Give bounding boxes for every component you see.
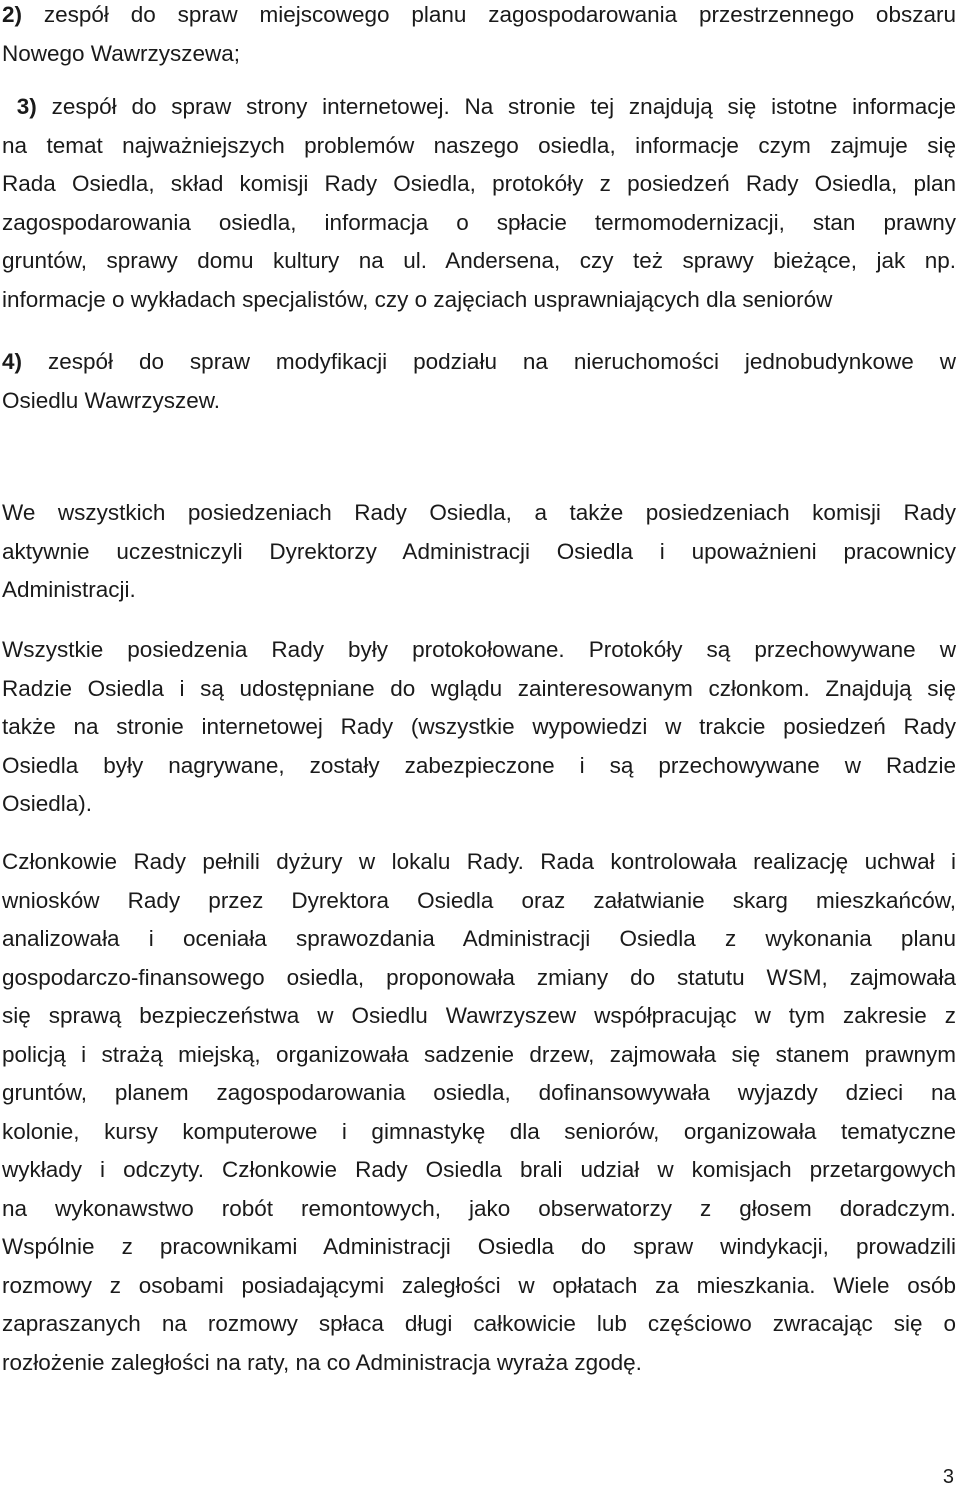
paragraph-line: na wykonawstwo robót remontowych, jako obserwatorzy z głosem doradczym. xyxy=(2,1195,956,1221)
list-item-3-line: na temat najważniejszych problemów naszego osiedla, informacje czym zajmuje się xyxy=(2,132,956,158)
list-item-3-line: gruntów, sprawy domu kultury na ul. Andersena, czy też sprawy bieżące, jak np. xyxy=(2,248,956,273)
list-item-3-line: zagospodarowania osiedla, informacja o spłacie termomodernizacji, stan prawny xyxy=(2,209,956,235)
paragraph-protocols xyxy=(2,631,956,824)
paragraph-meetings xyxy=(2,494,956,610)
list-item-4 xyxy=(2,343,956,420)
paragraph-line: We wszystkich posiedzeniach Rady Osiedla, a także posiedzeniach komisji Rady xyxy=(2,500,956,525)
paragraph-duties xyxy=(2,843,956,1382)
list-item-4-number: 4) xyxy=(2,349,23,374)
list-item-4-text: zespół do spraw modyfikacji podziału na nieruchomości jednobudynkowe w xyxy=(47,349,956,374)
page-number: 3 xyxy=(942,1466,954,1488)
list-item-3 xyxy=(2,88,956,319)
paragraph-line: Wspólnie z pracownikami Administracji Osiedla do spraw windykacji, prowadzili xyxy=(2,1234,956,1259)
list-item-3-number: 3) xyxy=(16,94,37,119)
paragraph-line: analizowała i oceniała sprawozdania Administracji Osiedla z wykonania planu xyxy=(2,926,956,951)
paragraph-line: gruntów, planem zagospodarowania osiedla, dofinansowywała wyjazdy dzieci na xyxy=(2,1080,956,1105)
paragraph-line: Osiedla były nagrywane, zostały zabezpieczone i są przechowywane w Radzie xyxy=(2,752,956,778)
paragraph-line: także na stronie internetowej Rady (wszystkie wypowiedzi w trakcie posiedzeń Rady xyxy=(2,714,956,739)
paragraph-line: się sprawą bezpieczeństwa w Osiedlu Wawrzyszew współpracując w tym zakresie z xyxy=(2,1003,956,1028)
list-item-2-text: zespół do spraw miejscowego planu zagospodarowania przestrzennego obszaru xyxy=(43,2,956,27)
paragraph-line: policją i strażą miejską, organizowała sadzenie drzew, zajmowała się stanem prawnym xyxy=(2,1041,956,1067)
list-item-3-line: informacje o wykładach specjalistów, czy o zajęciach usprawniających dla seniorów xyxy=(2,286,833,312)
list-item-2 xyxy=(2,0,956,73)
paragraph-line: rozmowy z osobami posiadającymi zaległości w opłatach za mieszkania. Wiele osób xyxy=(2,1272,956,1298)
paragraph-line: zapraszanych na rozmowy spłaca długi całkowicie lub częściowo zwracając się o xyxy=(2,1311,956,1336)
list-item-2-line: Nowego Wawrzyszewa; xyxy=(2,40,240,66)
paragraph-line: kolonie, kursy komputerowe i gimnastykę dla seniorów, organizowała tematyczne xyxy=(2,1118,956,1144)
list-item-3-text: zespół do spraw strony internetowej. Na stronie tej znajdują się istotne informacje xyxy=(51,94,956,119)
paragraph-line: Osiedla). xyxy=(2,791,93,816)
list-item-3-line xyxy=(2,88,956,127)
paragraph-line: wniosków Rady przez Dyrektora Osiedla oraz załatwianie skarg mieszkańców, xyxy=(2,887,956,913)
paragraph-line: Radzie Osiedla i są udostępniane do wglądu zainteresowanym członkom. Znajdują się xyxy=(2,675,956,701)
paragraph-line: wykłady i odczyty. Członkowie Rady Osiedla brali udział w komisjach przetargowych xyxy=(2,1157,956,1182)
paragraph-line: Członkowie Rady pełnili dyżury w lokalu Rady. Rada kontrolowała realizację uchwał i xyxy=(2,849,956,874)
paragraph-line: gospodarczo-finansowego osiedla, proponowała zmiany do statutu WSM, zajmowała xyxy=(2,964,956,990)
list-item-4-line: Osiedlu Wawrzyszew. xyxy=(2,387,220,413)
list-item-4-line xyxy=(2,343,956,382)
paragraph-line: Administracji. xyxy=(2,577,136,602)
list-item-3-line: Rada Osiedla, skład komisji Rady Osiedla, protokóły z posiedzeń Rady Osiedla, plan xyxy=(2,171,956,196)
paragraph-line: aktywnie uczestniczyli Dyrektorzy Administracji Osiedla i upoważnieni pracownicy xyxy=(2,538,956,564)
paragraph-line: rozłożenie zaległości na raty, na co Administracja wyraża zgodę. xyxy=(2,1349,642,1375)
list-item-2-number: 2) xyxy=(2,2,23,27)
paragraph-line: Wszystkie posiedzenia Rady były protokołowane. Protokóły są przechowywane w xyxy=(2,637,956,662)
list-item-2-line xyxy=(2,0,956,35)
